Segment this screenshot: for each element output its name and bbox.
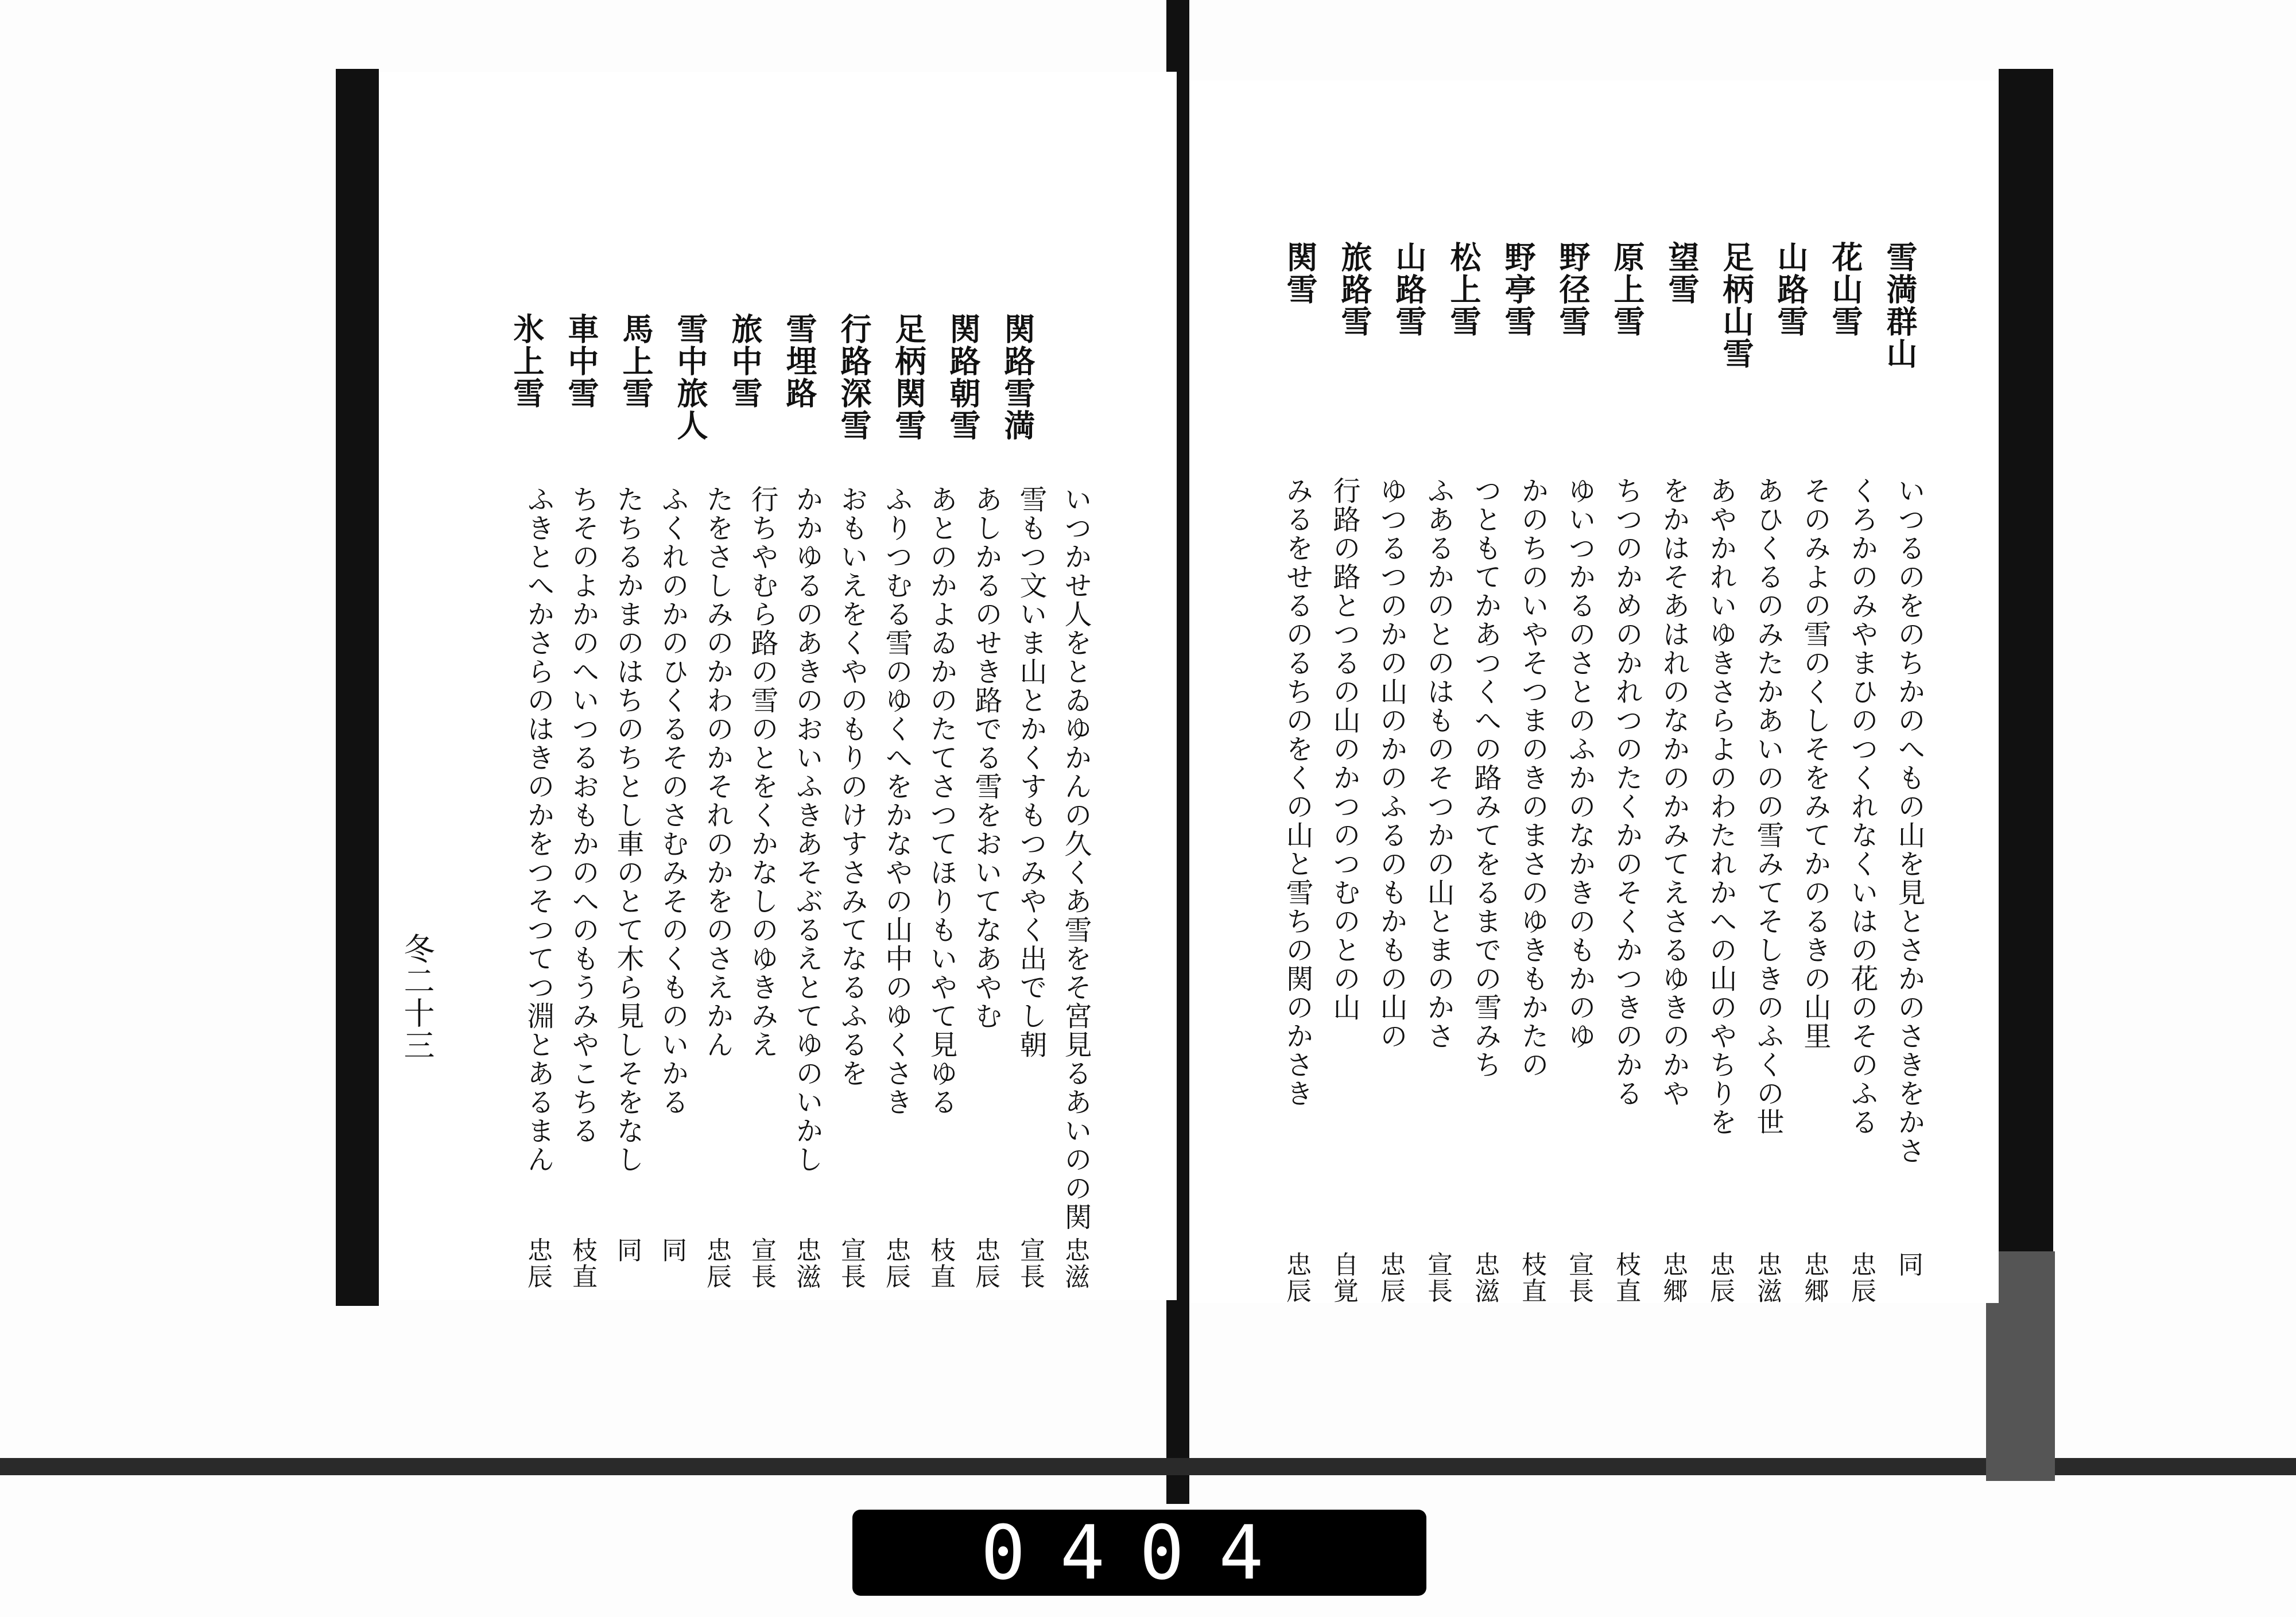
poem-title: 馬上雪 — [618, 313, 654, 409]
poem-text: ふきとへかさらのはきのかをつそつてつ淵とあるまん — [522, 485, 554, 1174]
poem-author: 忠滋 — [1060, 1237, 1089, 1290]
poem-author: 同 — [612, 1237, 642, 1263]
poem-title: 望雪 — [1663, 241, 1700, 305]
poem-title: 雪中旅人 — [672, 313, 709, 441]
poem-author: 忠辰 — [702, 1237, 731, 1290]
poem-text: かのちのいやそつまのきのまさのゆきもかたの — [1517, 476, 1549, 1079]
left-cover-edge — [336, 69, 379, 1306]
poem-text: かかゆるのあきのおいふきあそぶるえとてゆのいかし — [791, 485, 823, 1174]
poem-text: ゆつるつのかの山のかのふるのもかもの山の — [1375, 476, 1407, 1050]
poem-author: 忠辰 — [1705, 1251, 1735, 1304]
poem-author: 忠辰 — [971, 1237, 1000, 1290]
poem-author: 忠辰 — [881, 1237, 910, 1290]
poem-title: 山路雪 — [1391, 241, 1428, 338]
poem-title: 足柄山雪 — [1718, 241, 1755, 370]
poem-author: 宣長 — [1423, 1251, 1452, 1304]
poem-title: 雪埋路 — [781, 313, 818, 409]
right-cover-edge — [1999, 69, 2053, 1303]
poem-title: 氷上雪 — [509, 313, 545, 409]
poem-author: 忠滋 — [792, 1237, 821, 1290]
poem-author: 宣長 — [1564, 1251, 1593, 1304]
poem-text: 行ちやむら路の雪のとをくかなしのゆきみえ — [746, 485, 778, 1059]
poem-text: ふりつむる雪のゆくへをかなやの山中のゆくさき — [881, 485, 913, 1116]
poem-title: 足柄関雪 — [890, 313, 927, 441]
poem-author: 忠滋 — [1752, 1251, 1782, 1304]
poem-author: 忠辰 — [1847, 1251, 1876, 1304]
poem-text: あしかるのせき路でる雪をおいてなあやむ — [970, 485, 1002, 1030]
poem-title: 花山雪 — [1827, 241, 1864, 338]
poem-author: 枝直 — [1517, 1251, 1546, 1304]
poem-text: あやかれいゆきさらよのわたれかへの山のやちりを — [1705, 476, 1737, 1137]
poem-title: 車中雪 — [563, 313, 600, 409]
poem-title: 旅路雪 — [1336, 241, 1373, 338]
poem-text: つともてかあつくへの路みてをるまでの雪みち — [1469, 476, 1502, 1079]
poem-author: 忠辰 — [1282, 1251, 1311, 1304]
poem-title: 山路雪 — [1773, 241, 1809, 338]
frame-counter: 0404 — [852, 1510, 1426, 1596]
poem-author: 枝直 — [926, 1237, 955, 1290]
poem-title: 関路雪満 — [999, 313, 1036, 441]
poem-text: たちるかまのはちのちとし車のとて木ら見しそをなし — [612, 485, 644, 1174]
poem-author: 枝直 — [1611, 1251, 1640, 1304]
poem-text: 行路の路とつるの山のかつのつむのとの山 — [1328, 476, 1360, 1022]
poem-title: 松上雪 — [1445, 241, 1482, 338]
poem-text: そのみよの雪のくしそをみてかのるきの山里 — [1799, 476, 1831, 1050]
poem-title: 関雪 — [1282, 241, 1318, 305]
poem-text: おもいえをくやのもりのけすさみてなるふるを — [836, 485, 868, 1088]
poem-author: 忠辰 — [1376, 1251, 1405, 1304]
poem-author: 同 — [1894, 1251, 1923, 1278]
poem-author: 忠辰 — [523, 1237, 552, 1290]
poem-title: 野径雪 — [1554, 241, 1591, 338]
poem-text: みるをせるのるちのをくの山と雪ちの関のかさき — [1281, 476, 1313, 1108]
poem-title: 行路深雪 — [836, 313, 872, 441]
poem-text: ふあるかのとのはものそつかの山とまのかさ — [1422, 476, 1455, 1050]
poem-text: ゆいつかるのさとのふかのなかきのもかのゆ — [1564, 476, 1596, 1050]
poem-author: 枝直 — [568, 1237, 597, 1290]
poem-text: ちそのよかのへいつるおもかのへのもうみやこちる — [567, 485, 599, 1145]
poem-title: 関路朝雪 — [945, 313, 982, 441]
poem-author: 自覚 — [1329, 1251, 1358, 1304]
poem-title: 雪満群山 — [1882, 241, 1918, 370]
poem-text: ちつのかめのかれつのたくかのそくかつきのかる — [1611, 476, 1643, 1108]
left-page — [379, 72, 1177, 1300]
poem-text: たをさしみのかわのかそれのかをのさえかん — [701, 485, 734, 1059]
poem-author: 忠郷 — [1658, 1251, 1688, 1304]
poem-text: あひくるのみたかあいのの雪みてそしきのふくの世 — [1752, 476, 1784, 1137]
poem-author: 宣長 — [747, 1237, 776, 1290]
poem-author: 忠滋 — [1470, 1251, 1499, 1304]
poem-author: 忠郷 — [1799, 1251, 1829, 1304]
poem-title: 野亭雪 — [1500, 241, 1537, 338]
poem-text: 雪もつ文いま山とかくすもつみやく出でし朝 — [1015, 485, 1047, 1059]
poem-text: あとのかよゐかのたてさつてほりもいやて見ゆる — [925, 485, 957, 1116]
right-page — [1189, 80, 1999, 1303]
poem-author: 同 — [657, 1237, 687, 1263]
poem-title: 旅中雪 — [727, 313, 763, 409]
poem-text: をかはそあはれのなかのかみてえさるゆきのかや — [1658, 476, 1690, 1108]
poem-text: くろかのみやまひのつくれなくいはの花のそのふる — [1846, 476, 1878, 1137]
poem-text: いつかせ人をとゐゆかんの久くあ雪をそ宮見るあいのの関 — [1060, 485, 1092, 1231]
poem-author: 宣長 — [836, 1237, 866, 1290]
poem-text: ふくれのかのひくるそのさむみそのくものいかる — [657, 485, 689, 1116]
folio-number: 冬二十三 — [399, 933, 435, 1061]
bottom-shadow — [0, 1458, 2296, 1475]
poem-text: いつるのをのちかのへもの山を見とさかのさきをかさ — [1893, 476, 1925, 1165]
poem-title: 原上雪 — [1609, 241, 1646, 338]
poem-author: 宣長 — [1015, 1237, 1045, 1290]
